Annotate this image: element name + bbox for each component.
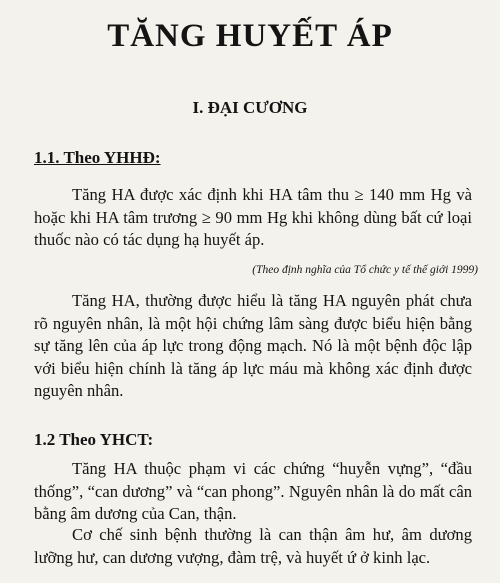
paragraph-definition-text: Tăng HA được xác định khi HA tâm thu ≥ 140 mm Hg và hoặc khi HA tâm trương ≥ 90 mm Hg khi không dùng bất cứ loại thuốc nào có tác dụng hạ huyết áp. <box>34 185 472 249</box>
subsection-heading-yhhd-text: 1.1. Theo YHHĐ: <box>34 148 161 167</box>
section-heading-dai-cuong: I. ĐẠI CƯƠNG <box>192 98 308 117</box>
paragraph-pathogenesis-text: Cơ chế sinh bệnh thường là can thận âm hư, âm dương lưỡng hư, can dương vượng, đàm trệ, và huyết ứ ở kinh lạc. <box>34 525 472 567</box>
paragraph-yhct-scope <box>34 458 472 526</box>
citation-who: (Theo định nghĩa của Tổ chức y tế thế giới 1999) <box>252 264 478 276</box>
paragraph-yhct-scope-text: Tăng HA thuộc phạm vi các chứng “huyễn vựng”, “đầu thống”, “can dương” và “can phong”. Nguyên nhân là do mất cân bằng âm dương của Can, thận. <box>34 459 472 523</box>
paragraph-primary-hypertension-text: Tăng HA, thường được hiểu là tăng HA nguyên phát chưa rõ nguyên nhân, là một hội chứng lâm sàng được biểu hiện bằng sự tăng lên của áp lực trong động mạch. Nó là một bệnh độc lập với biểu hiện chính là tăng áp lực máu mà không xác định được nguyên nhân. <box>34 291 472 400</box>
subsection-heading-yhct: 1.2 Theo YHCT: <box>34 430 154 449</box>
paragraph-pathogenesis <box>34 524 472 569</box>
paragraph-definition <box>34 184 472 252</box>
paragraph-primary-hypertension <box>34 290 472 403</box>
subsection-heading-yhhd <box>34 148 161 168</box>
page-title: TĂNG HUYẾT ÁP <box>107 18 393 54</box>
